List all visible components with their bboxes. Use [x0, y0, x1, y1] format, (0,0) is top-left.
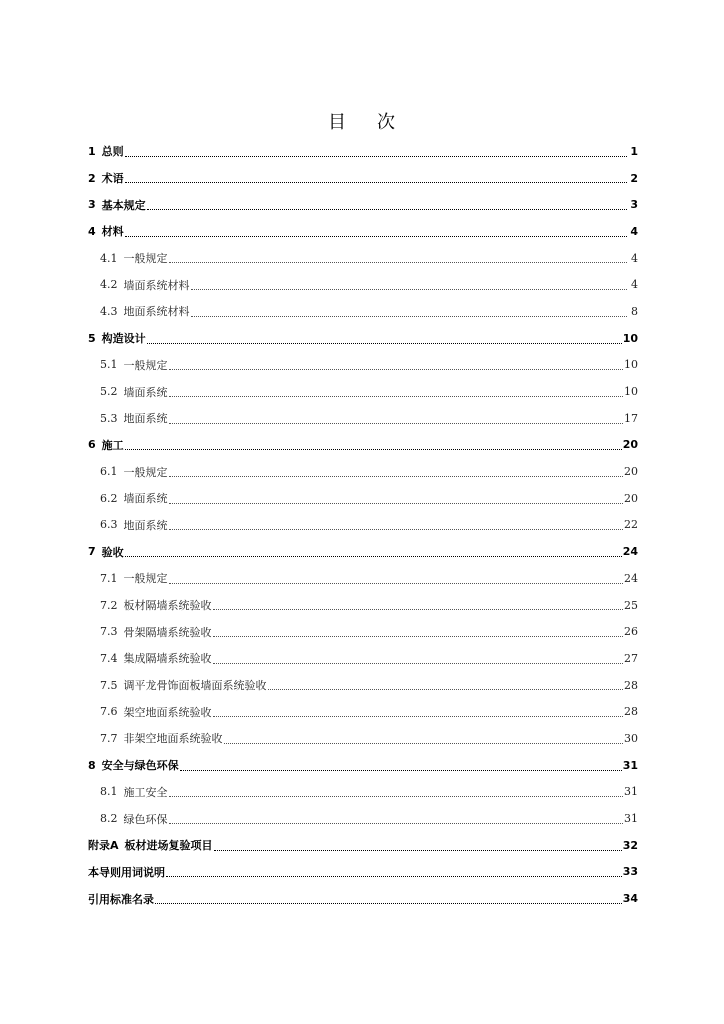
toc-entry-title: 绿色环保 [123, 812, 168, 826]
toc-page-number: 8 [631, 304, 638, 318]
toc-entry-title: 本导则用词说明 [88, 865, 165, 879]
toc-leader-dots [169, 822, 624, 824]
toc-entry-number: 7.2 [100, 598, 118, 612]
toc-entry-number: 4 [88, 224, 96, 238]
toc-chapter-entry[interactable] [88, 325, 638, 352]
toc-section-entry[interactable] [88, 245, 638, 272]
toc-entry-title: 施工安全 [123, 785, 168, 799]
toc-chapter-entry[interactable] [88, 191, 638, 218]
toc-entry-title: 地面系统材料 [123, 305, 190, 319]
toc-section-entry[interactable] [88, 618, 638, 645]
toc-page-number: 34 [622, 892, 638, 906]
toc-leader-dots [213, 608, 624, 610]
toc-section-entry[interactable] [88, 485, 638, 512]
toc-chapter-entry[interactable] [88, 218, 638, 245]
toc-leader-dots [125, 555, 622, 557]
toc-leader-dots [191, 315, 628, 317]
toc-entry-number: 7.6 [100, 705, 118, 719]
toc-page-number: 20 [624, 465, 638, 479]
toc-page-number: 28 [624, 678, 638, 692]
toc-page-number: 24 [622, 545, 638, 559]
toc-entry-number: 4.1 [100, 251, 118, 265]
toc-entry-number: 3 [88, 198, 96, 212]
toc-entry-title: 调平龙骨饰面板墙面系统验收 [123, 679, 267, 693]
toc-entry-number: 6 [88, 438, 96, 452]
toc-page-number: 31 [624, 812, 638, 826]
toc-section-entry[interactable] [88, 805, 638, 832]
toc-entry-number: 5.1 [100, 358, 118, 372]
toc-entry-number: 7.3 [100, 625, 118, 639]
toc-entry-title: 施工 [101, 438, 124, 452]
toc-entry-number: 7.1 [100, 571, 118, 585]
toc-entry-title: 板材隔墙系统验收 [123, 599, 212, 613]
title-char-2: 次 [377, 112, 396, 133]
toc-entry-number: 7.7 [100, 731, 118, 745]
toc-leader-dots [169, 528, 624, 530]
toc-chapter-entry[interactable] [88, 138, 638, 165]
toc-page-number: 26 [624, 625, 638, 639]
toc-page-number: 22 [624, 518, 638, 532]
toc-leader-dots [147, 208, 627, 210]
toc-page-number: 33 [622, 865, 638, 879]
toc-chapter-entry[interactable] [88, 165, 638, 192]
toc-entry-number: 附录A [88, 839, 119, 853]
toc-chapter-entry[interactable] [88, 859, 638, 886]
toc-entry-title: 验收 [101, 545, 124, 559]
toc-leader-dots [169, 795, 624, 797]
toc-leader-dots [213, 715, 624, 717]
toc-chapter-entry[interactable] [88, 885, 638, 912]
toc-leader-dots [169, 261, 628, 263]
toc-entry-title: 集成隔墙系统验收 [123, 652, 212, 666]
toc-chapter-entry[interactable] [88, 538, 638, 565]
toc-leader-dots [125, 155, 627, 157]
toc-entry-title: 墙面系统 [123, 385, 168, 399]
toc-entry-number: 5.2 [100, 385, 118, 399]
toc-entry-title: 一般规定 [123, 572, 168, 586]
toc-leader-dots [155, 902, 622, 904]
toc-section-entry[interactable] [88, 725, 638, 752]
table-of-contents [88, 138, 638, 912]
toc-page-number: 17 [624, 411, 638, 425]
toc-section-entry[interactable] [88, 565, 638, 592]
toc-entry-title: 地面系统 [123, 412, 168, 426]
toc-entry-title: 板材进场复验项目 [124, 839, 213, 853]
toc-section-entry[interactable] [88, 352, 638, 379]
toc-entry-number: 7 [88, 545, 96, 559]
toc-entry-number: 6.1 [100, 465, 118, 479]
toc-page-number: 32 [622, 838, 638, 852]
toc-leader-dots [125, 235, 627, 237]
toc-entry-number: 4.2 [100, 278, 118, 292]
toc-page-number: 27 [624, 651, 638, 665]
toc-leader-dots [169, 422, 624, 424]
toc-leader-dots [213, 662, 624, 664]
toc-page-number: 1 [630, 144, 638, 158]
toc-section-entry[interactable] [88, 271, 638, 298]
toc-leader-dots [147, 342, 622, 344]
toc-leader-dots [169, 475, 624, 477]
toc-page-number: 28 [624, 705, 638, 719]
toc-section-entry[interactable] [88, 592, 638, 619]
toc-leader-dots [224, 742, 624, 744]
toc-entry-title: 基本规定 [101, 198, 146, 212]
toc-page-number: 3 [630, 198, 638, 212]
toc-section-entry[interactable] [88, 645, 638, 672]
toc-page-number: 4 [631, 251, 638, 265]
toc-section-entry[interactable] [88, 779, 638, 806]
toc-entry-title: 一般规定 [123, 358, 168, 372]
toc-entry-title: 材料 [101, 225, 124, 239]
toc-entry-number: 7.4 [100, 651, 118, 665]
toc-entry-title: 构造设计 [101, 332, 146, 346]
toc-entry-number: 1 [88, 144, 96, 158]
toc-entry-title: 骨架隔墙系统验收 [123, 625, 212, 639]
toc-section-entry[interactable] [88, 458, 638, 485]
toc-entry-title: 非架空地面系统验收 [123, 732, 223, 746]
toc-page-number: 2 [630, 171, 638, 185]
toc-entry-number: 8.2 [100, 812, 118, 826]
toc-leader-dots [169, 582, 624, 584]
toc-page-number: 30 [624, 731, 638, 745]
toc-entry-number: 8.1 [100, 785, 118, 799]
toc-leader-dots [191, 288, 628, 290]
toc-leader-dots [268, 688, 624, 690]
toc-section-entry[interactable] [88, 405, 638, 432]
title-char-1: 目 [328, 112, 347, 133]
toc-section-entry[interactable] [88, 698, 638, 725]
toc-page-number: 24 [624, 571, 638, 585]
toc-entry-number: 6.2 [100, 491, 118, 505]
toc-entry-number: 7.5 [100, 678, 118, 692]
toc-leader-dots [169, 395, 624, 397]
toc-page-number: 31 [622, 758, 638, 772]
toc-entry-number: 5 [88, 331, 96, 345]
toc-leader-dots [125, 448, 622, 450]
toc-leader-dots [169, 502, 624, 504]
toc-entry-title: 总则 [101, 145, 124, 159]
toc-entry-title: 一般规定 [123, 252, 168, 266]
toc-page-number: 4 [631, 278, 638, 292]
toc-section-entry[interactable] [88, 378, 638, 405]
toc-page-number: 20 [624, 491, 638, 505]
toc-leader-dots [180, 769, 622, 771]
toc-entry-number: 4.3 [100, 304, 118, 318]
toc-page-number: 31 [624, 785, 638, 799]
toc-section-entry[interactable] [88, 298, 638, 325]
toc-entry-title: 引用标准名录 [88, 892, 154, 906]
toc-entry-number: 8 [88, 758, 96, 772]
toc-leader-dots [213, 635, 624, 637]
toc-page-number: 25 [624, 598, 638, 612]
toc-leader-dots [169, 368, 624, 370]
toc-entry-number: 6.3 [100, 518, 118, 532]
toc-page-number: 20 [622, 438, 638, 452]
toc-page-number: 10 [624, 385, 638, 399]
toc-chapter-entry[interactable] [88, 832, 638, 859]
toc-entry-number: 2 [88, 171, 96, 185]
toc-leader-dots [125, 181, 627, 183]
toc-entry-number: 5.3 [100, 411, 118, 425]
toc-page-number: 10 [624, 358, 638, 372]
toc-entry-title: 地面系统 [123, 518, 168, 532]
toc-page-number: 4 [630, 224, 638, 238]
page-title [0, 108, 724, 134]
toc-entry-title: 墙面系统材料 [123, 278, 190, 292]
toc-entry-title: 一般规定 [123, 465, 168, 479]
toc-section-entry[interactable] [88, 512, 638, 539]
toc-section-entry[interactable] [88, 672, 638, 699]
toc-chapter-entry[interactable] [88, 752, 638, 779]
toc-entry-title: 架空地面系统验收 [123, 705, 212, 719]
toc-leader-dots [214, 849, 622, 851]
toc-chapter-entry[interactable] [88, 432, 638, 459]
toc-entry-title: 安全与绿色环保 [101, 759, 179, 773]
toc-entry-title: 术语 [101, 172, 124, 186]
toc-entry-title: 墙面系统 [123, 492, 168, 506]
toc-leader-dots [166, 875, 622, 877]
toc-page-number: 10 [622, 331, 638, 345]
